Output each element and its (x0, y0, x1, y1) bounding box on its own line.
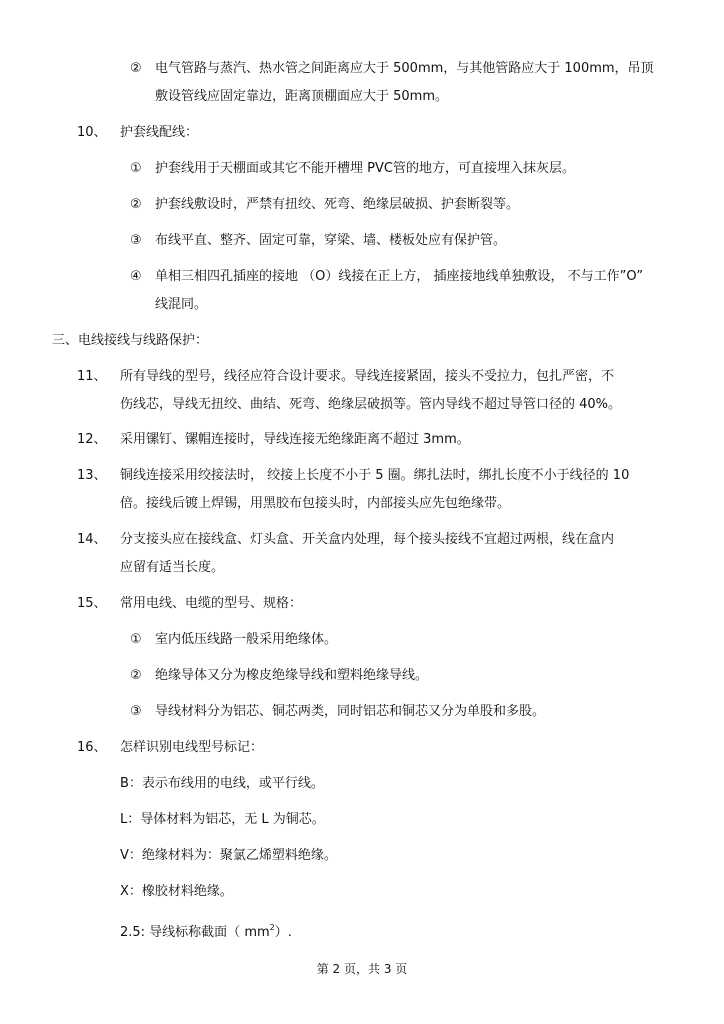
item-number: 13、 (77, 468, 107, 483)
item-title: 常用电线、电缆的型号、规格： (120, 596, 303, 611)
paragraph-line: 室内低压线路一般采用绝缘体。 (155, 632, 338, 647)
superscript: 2 (269, 923, 275, 932)
paragraph-line: 单相三相四孔插座的接地 （O）线接在正上方， 插座接地线单独敷设， 不与工作”O” (155, 269, 644, 284)
circle-marker: ③ (130, 704, 142, 719)
paragraph-line: 所有导线的型号，线径应符合设计要求。导线连接紧固，接头不受拉力，包扎严密，不 (120, 369, 615, 384)
circle-marker: ③ (130, 233, 142, 248)
paragraph-line: 分支接头应在接线盒、灯头盒、开关盒内处理，每个接头接线不宜超过两根，线在盒内 (120, 532, 615, 547)
paragraph-line: 伤线芯，导线无扭绞、曲结、死弯、绝缘层破损等。管内导线不超过导管口径的 40%。 (120, 397, 622, 412)
paragraph-line: 倍。接线后镀上焊锡，用黑胶布包接头时，内部接头应先包绝缘带。 (120, 496, 511, 511)
paragraph-line: 铜线连接采用绞接法时， 绞接上长度不小于 5 圈。绑扎法时，绑扎长度不小于线径的 10 (120, 468, 630, 483)
circle-marker: ② (130, 197, 142, 212)
item-title: 护套线配线： (120, 125, 199, 140)
paragraph-line: 布线平直、整齐、固定可靠，穿梁、墙、楼板处应有保护管。 (155, 233, 507, 248)
page-footer: 第 2 页，共 3 页 (316, 962, 408, 976)
item-number: 16、 (77, 740, 107, 755)
paragraph-line: 导线材料分为铝芯、铜芯两类，同时铝芯和铜芯又分为单股和多股。 (155, 704, 546, 719)
circle-marker: ② (130, 61, 142, 76)
code-line-text: 2.5: 导线标称截面（ mm (120, 925, 270, 940)
code-line: V：绝缘材料为：聚氯乙烯塑料绝缘。 (120, 848, 337, 863)
circle-marker: ① (130, 161, 142, 176)
item-number: 11、 (77, 369, 107, 384)
paragraph-line: 应留有适当长度。 (120, 560, 225, 575)
item-number: 12、 (77, 432, 107, 447)
paragraph-line: 电气管路与蒸汽、热水管之间距离应大于 500mm，与其他管路应大于 100mm，吊顶 (155, 61, 654, 76)
code-line: B：表示布线用的电线，或平行线。 (120, 776, 324, 791)
item-title: 怎样识别电线型号标记： (120, 740, 264, 755)
paragraph-line: 线混同。 (155, 297, 208, 312)
circle-marker: ① (130, 632, 142, 647)
circle-marker: ④ (130, 269, 142, 284)
circle-marker: ② (130, 668, 142, 683)
code-line: L：导体材料为铝芯，无 L 为铜芯。 (120, 812, 325, 827)
paragraph-line: 采用镙钉、镙帽连接时，导线连接无绝缘距离不超过 3mm。 (120, 432, 470, 447)
code-line: X：橡胶材料绝缘。 (120, 884, 233, 899)
paragraph-line: 护套线敷设时，严禁有扭绞、死弯、绝缘层破损、护套断裂等。 (155, 197, 520, 212)
item-number: 10、 (77, 125, 107, 140)
paragraph-line: 绝缘导体又分为橡皮绝缘导线和塑料绝缘导线。 (155, 668, 429, 683)
item-number: 15、 (77, 596, 107, 611)
item-number: 14、 (77, 532, 107, 547)
code-line-last (120, 920, 292, 941)
paragraph-line: 护套线用于天棚面或其它不能开槽埋 PVC管的地方，可直接埋入抹灰层。 (155, 161, 575, 176)
section-heading: 三、电线接线与线路保护： (52, 333, 209, 348)
paragraph-line: 敷设管线应固定靠边，距离顶棚面应大于 50mm。 (155, 89, 449, 104)
code-line-tail: ）. (274, 925, 292, 940)
